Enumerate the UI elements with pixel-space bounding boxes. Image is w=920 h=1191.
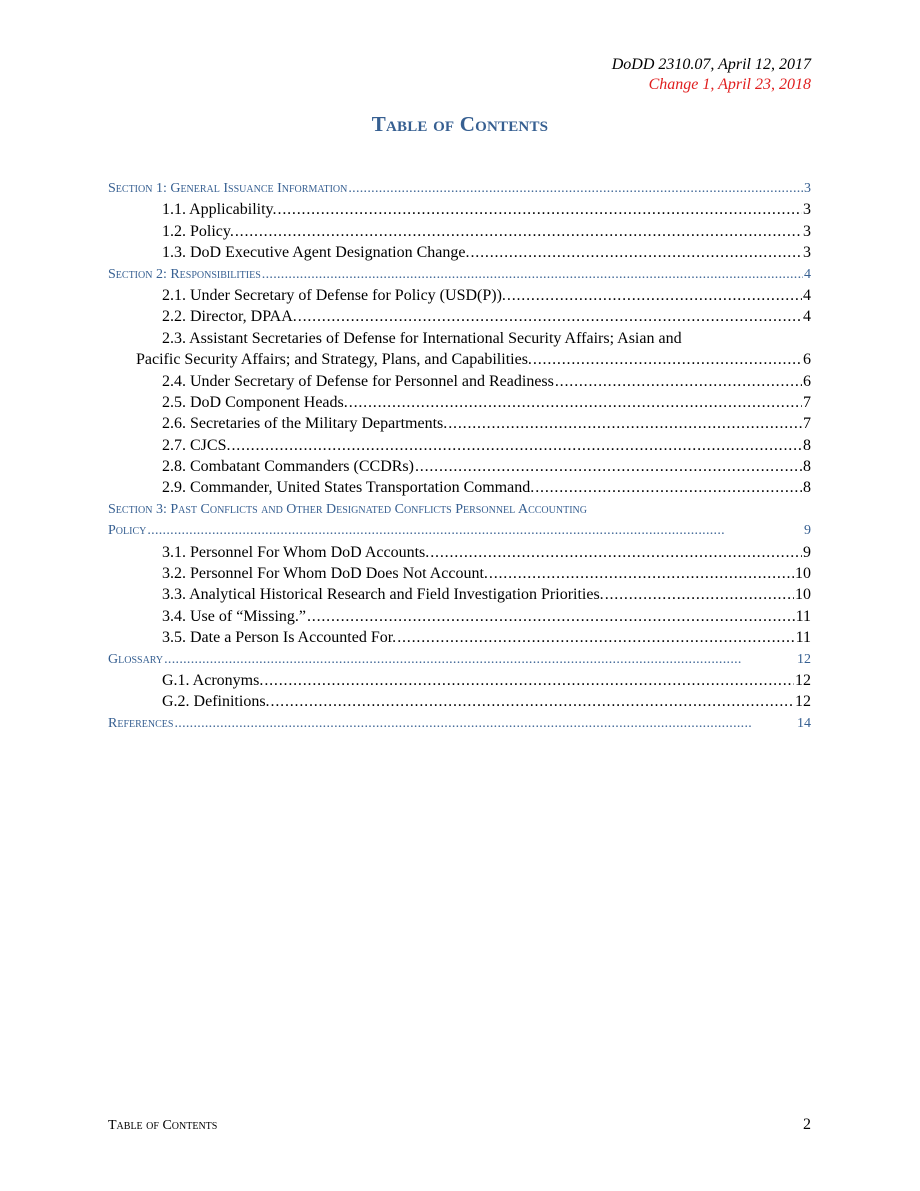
toc-page: 8	[803, 436, 811, 454]
dot-leader	[271, 691, 794, 712]
toc-item-3-1[interactable]	[108, 542, 811, 563]
toc-item-2-2[interactable]	[108, 306, 811, 327]
toc-item-3-5[interactable]	[108, 627, 811, 648]
toc-label: 3.4. Use of “Missing.”	[162, 607, 306, 625]
toc-item-g-2[interactable]	[108, 691, 811, 712]
toc-label: 2.9. Commander, United States Transportation Command.	[162, 479, 535, 497]
toc-item-2-6[interactable]	[108, 413, 811, 434]
toc-page: 3	[803, 244, 811, 262]
dot-leader	[535, 477, 802, 498]
toc-section-2[interactable]	[108, 264, 811, 285]
toc-item-2-9[interactable]	[108, 477, 811, 498]
toc-label: Policy	[108, 523, 147, 539]
dot-leader	[555, 371, 802, 392]
toc-item-3-2[interactable]	[108, 563, 811, 584]
toc-page: 3	[803, 201, 811, 219]
toc-label: Glossary	[108, 651, 164, 667]
dot-leader	[307, 606, 795, 627]
toc-label: 2.5. DoD Component Heads.	[162, 393, 348, 411]
dot-leader	[349, 392, 802, 413]
dot-leader	[448, 413, 802, 434]
dot-leader	[231, 435, 802, 456]
toc-label: 2.2. Director, DPAA.	[162, 308, 297, 326]
dot-leader	[298, 306, 802, 327]
dot-leader	[605, 584, 794, 605]
toc-label: 1.2. Policy.	[162, 222, 234, 240]
toc-page: 9	[803, 543, 811, 561]
toc-label: 3.3. Analytical Historical Research and Field Investigation Priorities.	[162, 586, 604, 604]
toc-references[interactable]	[108, 713, 811, 734]
dot-leader	[264, 670, 794, 691]
dot-leader	[174, 713, 796, 734]
dot-leader	[348, 178, 803, 199]
table-of-contents	[108, 178, 811, 734]
dot-leader	[507, 285, 802, 306]
toc-page: 11	[795, 629, 811, 647]
toc-item-2-8[interactable]	[108, 456, 811, 477]
dot-leader	[235, 221, 802, 242]
dot-leader	[430, 542, 802, 563]
toc-item-2-7[interactable]	[108, 435, 811, 456]
toc-page: 10	[795, 565, 811, 583]
toc-item-2-4[interactable]	[108, 371, 811, 392]
toc-page: 12	[797, 651, 811, 667]
toc-page: 6	[803, 351, 811, 369]
dot-leader	[533, 349, 802, 370]
toc-page: 9	[804, 523, 811, 539]
dot-leader	[262, 264, 803, 285]
toc-label: 2.7. CJCS.	[162, 436, 231, 454]
toc-page: 3	[804, 181, 811, 196]
toc-label: G.1. Acronyms.	[162, 671, 264, 689]
toc-item-3-4[interactable]	[108, 606, 811, 627]
toc-item-g-1[interactable]	[108, 670, 811, 691]
dot-leader	[147, 520, 803, 541]
toc-item-2-5[interactable]	[108, 392, 811, 413]
toc-page: 12	[795, 693, 811, 711]
toc-label: 1.1. Applicability.	[162, 201, 277, 219]
toc-page: 8	[803, 458, 811, 476]
toc-label: 3.5. Date a Person Is Accounted For.	[162, 629, 397, 647]
document-id-header: DoDD 2310.07, April 12, 2017	[611, 56, 811, 73]
toc-item-3-3[interactable]	[108, 584, 811, 605]
dot-leader	[415, 456, 802, 477]
toc-section-3[interactable]	[108, 520, 811, 541]
toc-item-1-3[interactable]	[108, 242, 811, 263]
toc-item-2-1[interactable]	[108, 285, 811, 306]
toc-label: G.2. Definitions.	[162, 693, 270, 711]
toc-label: 2.6. Secretaries of the Military Departments.	[162, 415, 448, 433]
toc-page: 14	[797, 715, 811, 731]
toc-page: 6	[803, 372, 811, 390]
footer-section-title: Table of Contents	[108, 1118, 218, 1133]
toc-page: 7	[803, 393, 811, 411]
toc-label: 2.8. Combatant Commanders (CCDRs)	[162, 458, 414, 476]
toc-label: 2.4. Under Secretary of Defense for Personnel and Readiness	[162, 372, 554, 390]
toc-label: 2.1. Under Secretary of Defense for Policy (USD(P)).	[162, 286, 506, 304]
toc-label: Pacific Security Affairs; and Strategy, Plans, and Capabilities.	[136, 351, 532, 369]
toc-label: Section 2: Responsibilities	[108, 266, 261, 282]
toc-label: Section 1: General Issuance Information	[108, 181, 348, 196]
toc-section-3-first-line[interactable]: Section 3: Past Conflicts and Other Designated Conflicts Personnel Accounting	[108, 501, 587, 517]
toc-glossary[interactable]	[108, 649, 811, 670]
toc-page: 12	[795, 671, 811, 689]
toc-page: 8	[803, 479, 811, 497]
dot-leader	[397, 627, 794, 648]
toc-page: 7	[803, 415, 811, 433]
toc-label: 3.1. Personnel For Whom DoD Accounts.	[162, 543, 430, 561]
toc-page: 4	[803, 286, 811, 304]
toc-page: 3	[803, 222, 811, 240]
toc-item-1-1[interactable]	[108, 199, 811, 220]
footer-page-number: 2	[803, 1116, 811, 1133]
dot-leader	[164, 649, 796, 670]
toc-label: 1.3. DoD Executive Agent Designation Change.	[162, 244, 470, 262]
toc-item-1-2[interactable]	[108, 221, 811, 242]
change-notice-header: Change 1, April 23, 2018	[648, 76, 811, 93]
toc-page: 4	[803, 308, 811, 326]
toc-page: 10	[795, 586, 811, 604]
toc-page: 11	[795, 607, 811, 625]
dot-leader	[489, 563, 794, 584]
dot-leader	[278, 199, 802, 220]
toc-page: 4	[804, 266, 811, 282]
toc-label: References	[108, 715, 174, 731]
toc-section-1[interactable]	[108, 178, 811, 199]
toc-label: 3.2. Personnel For Whom DoD Does Not Account.	[162, 565, 488, 583]
page-title: Table of Contents	[371, 112, 549, 136]
toc-item-2-3[interactable]	[108, 349, 811, 370]
toc-item-2-3-first-line[interactable]: 2.3. Assistant Secretaries of Defense for International Security Affairs; Asian and	[162, 329, 682, 347]
dot-leader	[471, 242, 803, 263]
